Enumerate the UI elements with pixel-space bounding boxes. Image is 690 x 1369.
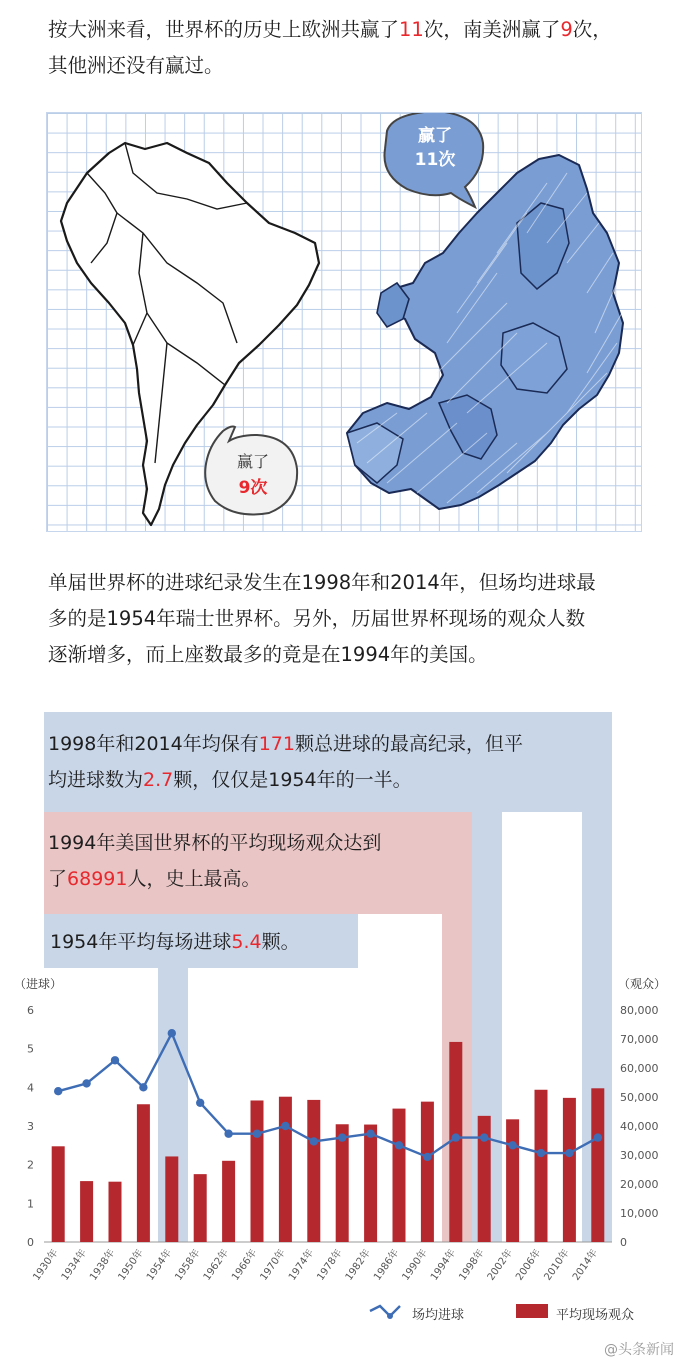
- x-tick-label: 1982年: [343, 1247, 374, 1283]
- attendance-bar: [52, 1146, 65, 1242]
- legend-goals-label: 场均进球: [412, 1308, 465, 1323]
- y-left-tick-label: 1: [27, 1197, 34, 1211]
- records-paragraph: [48, 565, 658, 673]
- y-left-tick-label: 4: [27, 1081, 34, 1095]
- y-right-tick-label: 20,000: [620, 1178, 659, 1191]
- goals-attendance-chart: [0, 966, 690, 1346]
- goals-point: [537, 1149, 545, 1157]
- attendance-bar: [591, 1088, 604, 1242]
- goals-point: [366, 1130, 374, 1138]
- attendance-bar: [364, 1125, 377, 1242]
- europe-wins-number: 11: [399, 18, 424, 41]
- intro-line-1: 按大洲来看，世界杯的历史上欧洲共赢了11次，南美洲赢了9次，: [48, 18, 612, 41]
- y-right-tick-label: 0: [620, 1236, 627, 1249]
- attendance-bar: [137, 1104, 150, 1242]
- europe-bubble-line1: 赢了: [418, 126, 452, 146]
- x-tick-label: 2002年: [485, 1247, 516, 1283]
- records-line-1: 单届世界杯的进球纪录发生在1998年和2014年，但场均进球最: [48, 571, 596, 594]
- legend-line-marker: [387, 1313, 393, 1319]
- goals-point: [452, 1133, 460, 1141]
- x-tick-label: 1962年: [201, 1247, 232, 1283]
- y-left-tick-label: 5: [27, 1042, 34, 1056]
- goals-point: [281, 1122, 289, 1130]
- x-tick-label: 1986年: [372, 1247, 402, 1283]
- goals-point: [82, 1079, 90, 1087]
- callout-1998-2014-text: 1998年和2014年均保有171颗总进球的最高纪录，但平 均进球数为2.7颗，仅仅是1954年的一半。: [48, 733, 523, 791]
- x-tick-label: 1994年: [428, 1247, 459, 1283]
- y-axis-left-label: （进球）: [14, 977, 63, 991]
- goals-point: [139, 1083, 147, 1091]
- attendance-bar: [506, 1119, 519, 1242]
- x-tick-label: 1950年: [116, 1247, 146, 1283]
- map-illustration: [47, 113, 642, 532]
- x-tick-label: 1990年: [400, 1247, 430, 1283]
- attendance-bar: [80, 1181, 93, 1242]
- x-tick-label: 2006年: [514, 1247, 544, 1283]
- goals-point: [594, 1133, 602, 1141]
- legend-bar-swatch: [516, 1304, 548, 1318]
- goals-point: [423, 1153, 431, 1161]
- callout-1994-text: 1994年美国世界杯的平均现场观众达到 了68991人，史上最高。: [48, 832, 382, 890]
- y-left-tick-label: 2: [27, 1158, 34, 1172]
- attendance-bar: [336, 1124, 349, 1242]
- attendance-bar: [109, 1182, 122, 1242]
- y-right-tick-label: 80,000: [620, 1004, 659, 1017]
- south-america-wins-bubble: [205, 427, 297, 515]
- x-tick-label: 2014年: [570, 1247, 601, 1283]
- goals-point: [565, 1149, 573, 1157]
- records-line-2: 多的是1954年瑞士世界杯。另外，历届世界杯现场的观众人数: [48, 607, 586, 630]
- goals-point: [196, 1099, 204, 1107]
- attendance-bar: [251, 1100, 264, 1242]
- attendance-bar: [165, 1156, 178, 1242]
- y-left-tick-label: 0: [27, 1236, 34, 1249]
- attendance-bar: [279, 1097, 292, 1242]
- watermark: @头条新闻: [604, 1342, 674, 1358]
- goals-point: [253, 1130, 261, 1138]
- x-tick-label: 1934年: [59, 1247, 90, 1283]
- goals-point: [168, 1029, 176, 1037]
- y-right-tick-label: 70,000: [620, 1033, 659, 1046]
- callout-1954-text: 1954年平均每场进球5.4颗。: [50, 931, 300, 953]
- x-tick-label: 1938年: [88, 1247, 118, 1283]
- x-tick-label: 1930年: [31, 1247, 61, 1283]
- sa-bubble-line2: 9次: [238, 478, 268, 498]
- goals-point: [54, 1087, 62, 1095]
- y-right-tick-label: 30,000: [620, 1149, 659, 1162]
- y-left-tick-label: 3: [27, 1120, 34, 1133]
- europe-shape: [347, 155, 623, 509]
- y-right-tick-label: 10,000: [620, 1207, 659, 1220]
- x-tick-label: 1966年: [230, 1247, 260, 1283]
- continent-map: [46, 112, 642, 532]
- x-tick-label: 1958年: [173, 1247, 203, 1283]
- sa-bubble-line1: 赢了: [236, 452, 270, 471]
- attendance-bar: [222, 1161, 235, 1242]
- y-right-tick-label: 40,000: [620, 1120, 659, 1133]
- y-right-tick-label: 50,000: [620, 1091, 659, 1104]
- goals-point: [310, 1137, 318, 1145]
- goals-point: [224, 1130, 232, 1138]
- attendance-bar: [535, 1090, 548, 1242]
- x-tick-label: 1978年: [315, 1247, 345, 1283]
- y-left-tick-label: 6: [27, 1004, 34, 1017]
- chart-legend: [370, 1304, 634, 1323]
- europe-bubble-line2: 11次: [414, 150, 456, 170]
- x-tick-label: 1998年: [457, 1247, 487, 1283]
- attendance-bar: [194, 1174, 207, 1242]
- x-tick-label: 1954年: [144, 1247, 175, 1283]
- legend-attendance-label: 平均现场观众: [556, 1308, 635, 1323]
- x-tick-label: 2010年: [542, 1247, 572, 1283]
- intro-paragraph: [48, 12, 658, 84]
- x-tick-label: 1970年: [258, 1247, 288, 1283]
- goals-point: [338, 1133, 346, 1141]
- goals-point: [480, 1133, 488, 1141]
- goals-point: [111, 1056, 119, 1064]
- intro-line-2: 其他洲还没有赢过。: [48, 54, 224, 77]
- attendance-bar: [393, 1109, 406, 1242]
- records-line-3: 逐渐增多，而上座数最多的竟是在1994年的美国。: [48, 643, 488, 666]
- south-america-wins-number: 9: [560, 18, 573, 41]
- attendance-bar: [563, 1098, 576, 1242]
- goals-point: [395, 1141, 403, 1149]
- x-tick-label: 1974年: [286, 1247, 317, 1283]
- attendance-bar: [421, 1102, 434, 1242]
- attendance-bar: [307, 1100, 320, 1242]
- legend-line-swatch: [370, 1306, 400, 1316]
- y-axis-right-label: （观众）: [618, 977, 667, 991]
- y-right-tick-label: 60,000: [620, 1062, 659, 1075]
- europe-wins-bubble: [384, 113, 483, 207]
- goals-point: [508, 1141, 516, 1149]
